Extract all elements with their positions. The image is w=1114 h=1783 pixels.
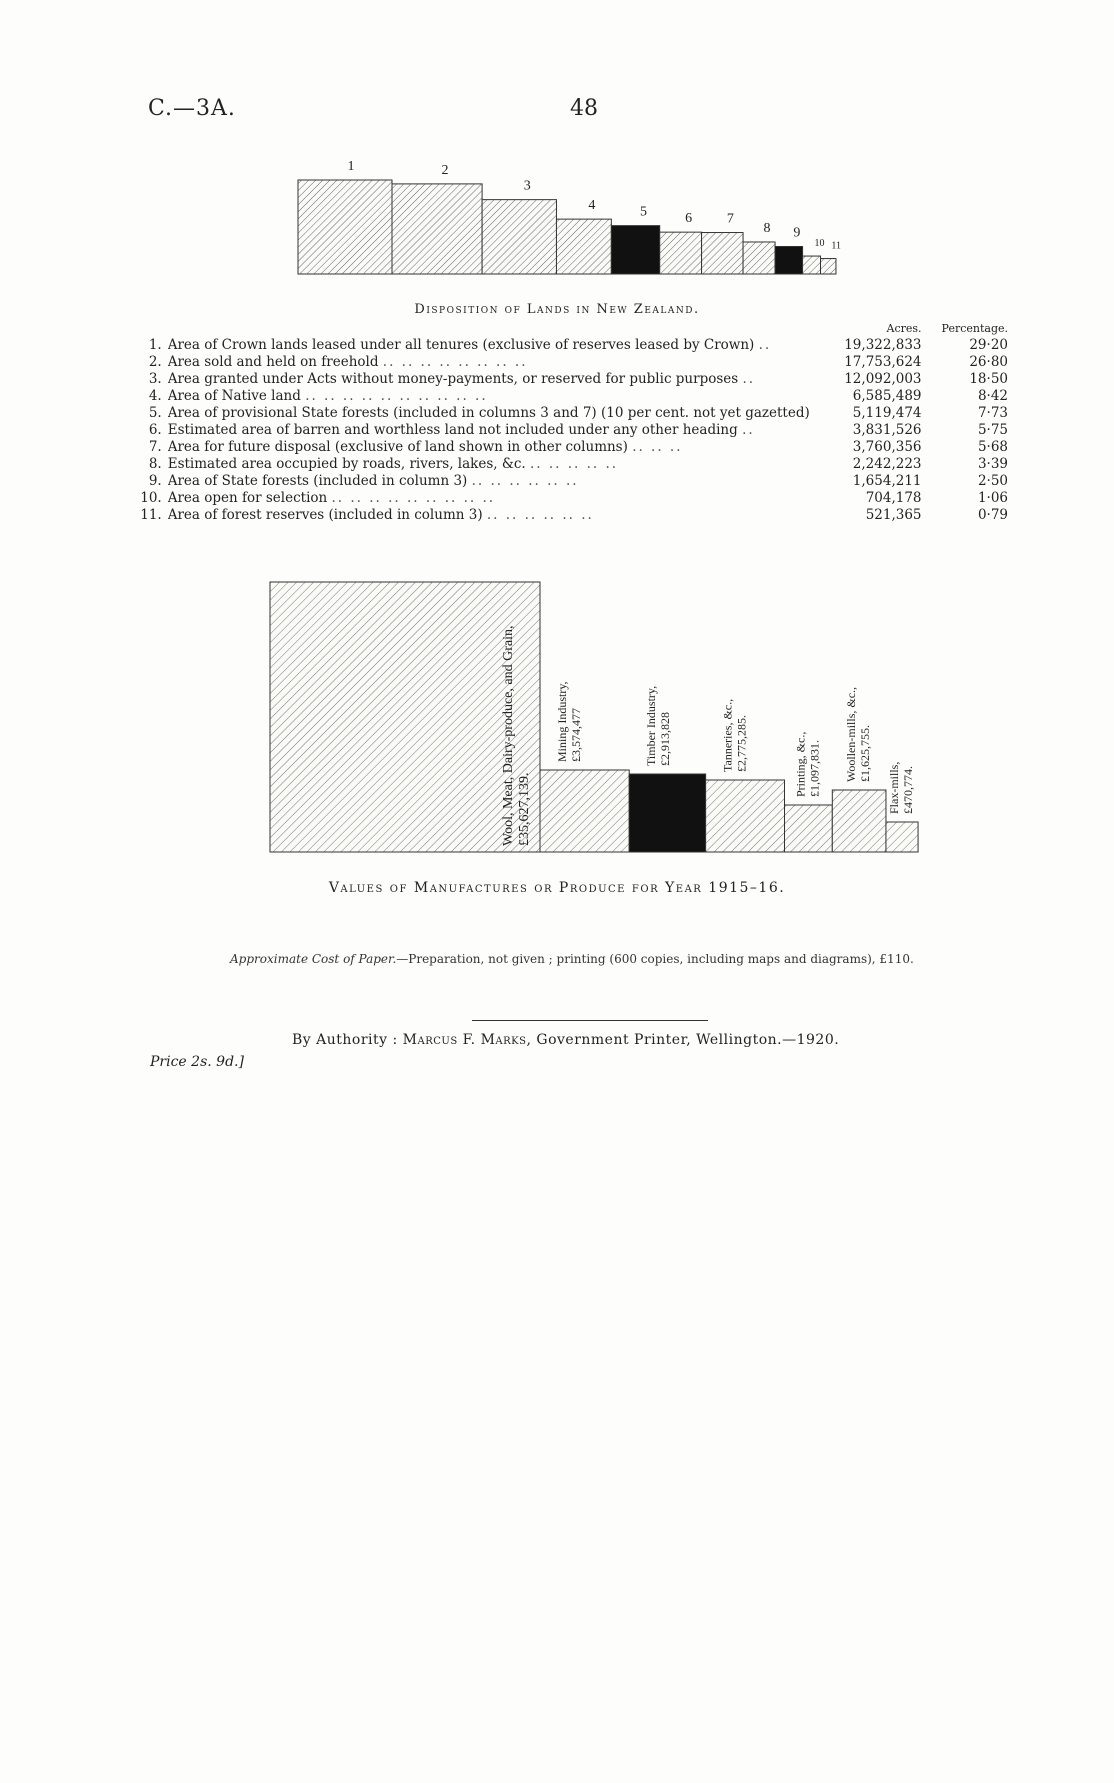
row-description-text: Area open for selection bbox=[167, 490, 328, 506]
land-bar-label: 4 bbox=[588, 198, 596, 214]
row-percentage: 0·79 bbox=[977, 507, 1008, 523]
land-table-row bbox=[138, 337, 1008, 354]
row-description bbox=[168, 371, 826, 388]
land-bar-8 bbox=[743, 242, 775, 274]
row-number: 9. bbox=[148, 473, 162, 489]
row-leader-dots: .. .. .. .. .. .. .. .. bbox=[382, 354, 528, 370]
row-description-text: Area of Crown lands leased under all tenures (exclusive of reserves leased by Crown) bbox=[167, 337, 755, 353]
row-acres: 6,585,489 bbox=[852, 388, 922, 404]
land-table-row bbox=[138, 371, 1008, 388]
row-acres: 2,242,223 bbox=[852, 456, 922, 472]
manufacture-value: £470,774. bbox=[901, 766, 916, 814]
land-bar-label: 5 bbox=[640, 204, 648, 220]
authority-suffix: Government Printer, Wellington.—1920. bbox=[536, 1032, 840, 1048]
row-description bbox=[168, 422, 826, 439]
row-number: 10. bbox=[140, 490, 162, 506]
row-description-text: Area granted under Acts without money-payments, or reserved for public purposes bbox=[167, 371, 739, 387]
row-description-text: Area sold and held on freehold bbox=[167, 354, 379, 370]
land-table-row bbox=[138, 473, 1008, 490]
land-table-row bbox=[138, 439, 1008, 456]
price: Price 2s. 9d.] bbox=[150, 1054, 244, 1070]
row-number: 2. bbox=[148, 354, 162, 370]
row-leader-dots: .. .. .. .. .. .. bbox=[486, 507, 594, 523]
land-table bbox=[138, 320, 1008, 524]
manufacture-bar bbox=[270, 582, 540, 852]
land-disposition-chart bbox=[296, 150, 876, 280]
land-table-row bbox=[138, 490, 1008, 507]
land-bar-6 bbox=[660, 232, 702, 274]
row-description bbox=[168, 439, 826, 456]
land-bar-label: 1 bbox=[347, 159, 355, 174]
manufacture-value: £1,097,831. bbox=[807, 740, 822, 797]
row-acres: 12,092,003 bbox=[844, 371, 922, 387]
page-number: 48 bbox=[570, 96, 598, 121]
manufacture-label: Timber Industry, bbox=[644, 685, 659, 766]
row-description bbox=[168, 354, 826, 371]
land-bar-1 bbox=[298, 180, 392, 274]
row-number: 11. bbox=[140, 507, 162, 523]
row-number: 3. bbox=[148, 371, 162, 387]
manufacture-label: Tanneries, &c., bbox=[720, 698, 735, 772]
printer-name: Marcus F. Marks, bbox=[402, 1032, 532, 1048]
manufacture-value: £3,574,477 bbox=[569, 708, 583, 762]
land-bar-11 bbox=[821, 259, 836, 274]
land-table-row bbox=[138, 456, 1008, 473]
row-leader-dots: .. .. .. .. .. .. bbox=[471, 473, 579, 489]
row-acres: 521,365 bbox=[865, 507, 922, 523]
land-table-title: Disposition of Lands in New Zealand. bbox=[414, 302, 700, 317]
land-bar-7 bbox=[702, 233, 743, 274]
manufacture-label: Wool, Meat, Dairy-produce, and Grain, bbox=[501, 625, 516, 846]
land-bar-label: 6 bbox=[685, 211, 693, 227]
divider bbox=[472, 1020, 708, 1021]
land-bar-label: 8 bbox=[763, 220, 771, 236]
row-description-text: Area of provisional State forests (included in columns 3 and 7) (10 per cent. not yet gazetted) bbox=[167, 405, 810, 421]
manufacture-bar bbox=[785, 805, 833, 852]
row-acres: 5,119,474 bbox=[852, 405, 922, 421]
land-bar-label: 2 bbox=[441, 162, 449, 178]
land-table-row bbox=[138, 388, 1008, 405]
row-leader-dots: .. .. .. .. .. .. .. .. .. .. bbox=[305, 388, 488, 404]
row-number: 7. bbox=[148, 439, 162, 455]
row-leader-dots: .. bbox=[742, 371, 756, 387]
row-acres: 3,760,356 bbox=[852, 439, 922, 455]
land-bar-label: 3 bbox=[523, 178, 531, 194]
manufacture-bar bbox=[832, 790, 886, 852]
land-bar-5 bbox=[611, 226, 659, 274]
row-number: 4. bbox=[148, 388, 162, 404]
manufacture-label: Mining Industry, bbox=[555, 681, 569, 762]
land-bar-label: 10 bbox=[814, 238, 825, 250]
land-bar-3 bbox=[482, 200, 556, 274]
authority-line bbox=[292, 1032, 839, 1048]
land-table-row bbox=[138, 405, 1008, 422]
manufacture-label: Printing, &c., bbox=[793, 731, 808, 797]
row-acres: 19,322,833 bbox=[844, 337, 922, 353]
row-percentage: 7·73 bbox=[977, 405, 1008, 421]
land-table-row bbox=[138, 354, 1008, 371]
row-description bbox=[168, 490, 826, 507]
row-leader-dots: .. .. .. .. .. bbox=[530, 456, 619, 472]
land-bar-10 bbox=[803, 256, 821, 274]
percentage-header: Percentage. bbox=[941, 322, 1008, 335]
land-bar-4 bbox=[556, 219, 611, 274]
row-percentage: 3·39 bbox=[977, 456, 1008, 472]
row-number: 8. bbox=[148, 456, 162, 472]
row-acres: 3,831,526 bbox=[852, 422, 922, 438]
cost-text: —Preparation, not given ; printing (600 copies, including maps and diagrams), £110. bbox=[396, 952, 914, 966]
row-number: 5. bbox=[148, 405, 162, 421]
row-leader-dots: .. .. .. .. .. .. .. .. .. bbox=[331, 490, 496, 506]
row-percentage: 5·68 bbox=[977, 439, 1008, 455]
row-leader-dots: .. bbox=[742, 422, 755, 438]
manufacture-value: £1,625,755. bbox=[858, 725, 873, 782]
row-number: 6. bbox=[148, 422, 162, 438]
row-leader-dots: .. bbox=[758, 337, 772, 353]
row-description-text: Area of State forests (included in column 3) bbox=[167, 473, 468, 489]
row-percentage: 26·80 bbox=[969, 354, 1008, 370]
manufactures-chart bbox=[266, 570, 936, 860]
manufacture-value: £2,913,828 bbox=[658, 712, 673, 766]
land-table-row bbox=[138, 507, 1008, 524]
row-percentage: 5·75 bbox=[977, 422, 1008, 438]
row-leader-dots: .. .. .. bbox=[632, 439, 683, 455]
land-table-header bbox=[138, 320, 1008, 337]
row-description bbox=[168, 473, 826, 490]
manufacture-label: Flax-mills, bbox=[887, 761, 902, 814]
row-number: 1. bbox=[148, 337, 162, 353]
row-acres: 704,178 bbox=[865, 490, 922, 506]
page-reference: C.—3A. bbox=[148, 96, 236, 121]
acres-header: Acres. bbox=[886, 322, 922, 335]
row-percentage: 29·20 bbox=[969, 337, 1008, 353]
cost-label: Approximate Cost of Paper. bbox=[230, 952, 397, 966]
authority-prefix: By Authority : bbox=[292, 1032, 398, 1048]
row-description bbox=[168, 337, 826, 354]
row-percentage: 8·42 bbox=[977, 388, 1008, 404]
manufacture-bar bbox=[540, 770, 629, 852]
row-description-text: Area for future disposal (exclusive of land shown in other columns) bbox=[167, 439, 628, 455]
row-acres: 1,654,211 bbox=[852, 473, 922, 489]
row-description-text: Area of forest reserves (included in column 3) bbox=[167, 507, 483, 523]
land-table-row bbox=[138, 422, 1008, 439]
manufacture-value: £35,627,139. bbox=[517, 772, 532, 846]
row-percentage: 1·06 bbox=[977, 490, 1008, 506]
row-description bbox=[168, 456, 826, 473]
cost-of-paper bbox=[230, 952, 914, 966]
row-description-text: Estimated area occupied by roads, rivers, lakes, &c. bbox=[167, 456, 526, 472]
manufacture-bar bbox=[706, 780, 785, 852]
row-description bbox=[168, 507, 826, 524]
row-description-text: Area of Native land bbox=[167, 388, 301, 404]
manufacture-label: Woollen-mills, &c., bbox=[844, 686, 859, 782]
row-description bbox=[168, 388, 826, 405]
land-bar-label: 9 bbox=[793, 225, 801, 241]
row-description-text: Estimated area of barren and worthless land not included under any other heading bbox=[167, 422, 738, 438]
land-bar-label: 11 bbox=[831, 240, 842, 252]
manufacture-value: £2,775,285. bbox=[734, 715, 749, 772]
manufacture-bar bbox=[629, 774, 705, 852]
manufactures-chart-title: Values of Manufactures or Produce for Year 1915–16. bbox=[328, 880, 786, 896]
row-acres: 17,753,624 bbox=[844, 354, 922, 370]
land-bar-label: 7 bbox=[726, 211, 734, 227]
manufacture-bar bbox=[886, 822, 918, 852]
row-description bbox=[168, 405, 826, 422]
row-percentage: 2·50 bbox=[977, 473, 1008, 489]
row-percentage: 18·50 bbox=[969, 371, 1008, 387]
land-bar-9 bbox=[775, 246, 803, 274]
land-bar-2 bbox=[392, 184, 482, 274]
